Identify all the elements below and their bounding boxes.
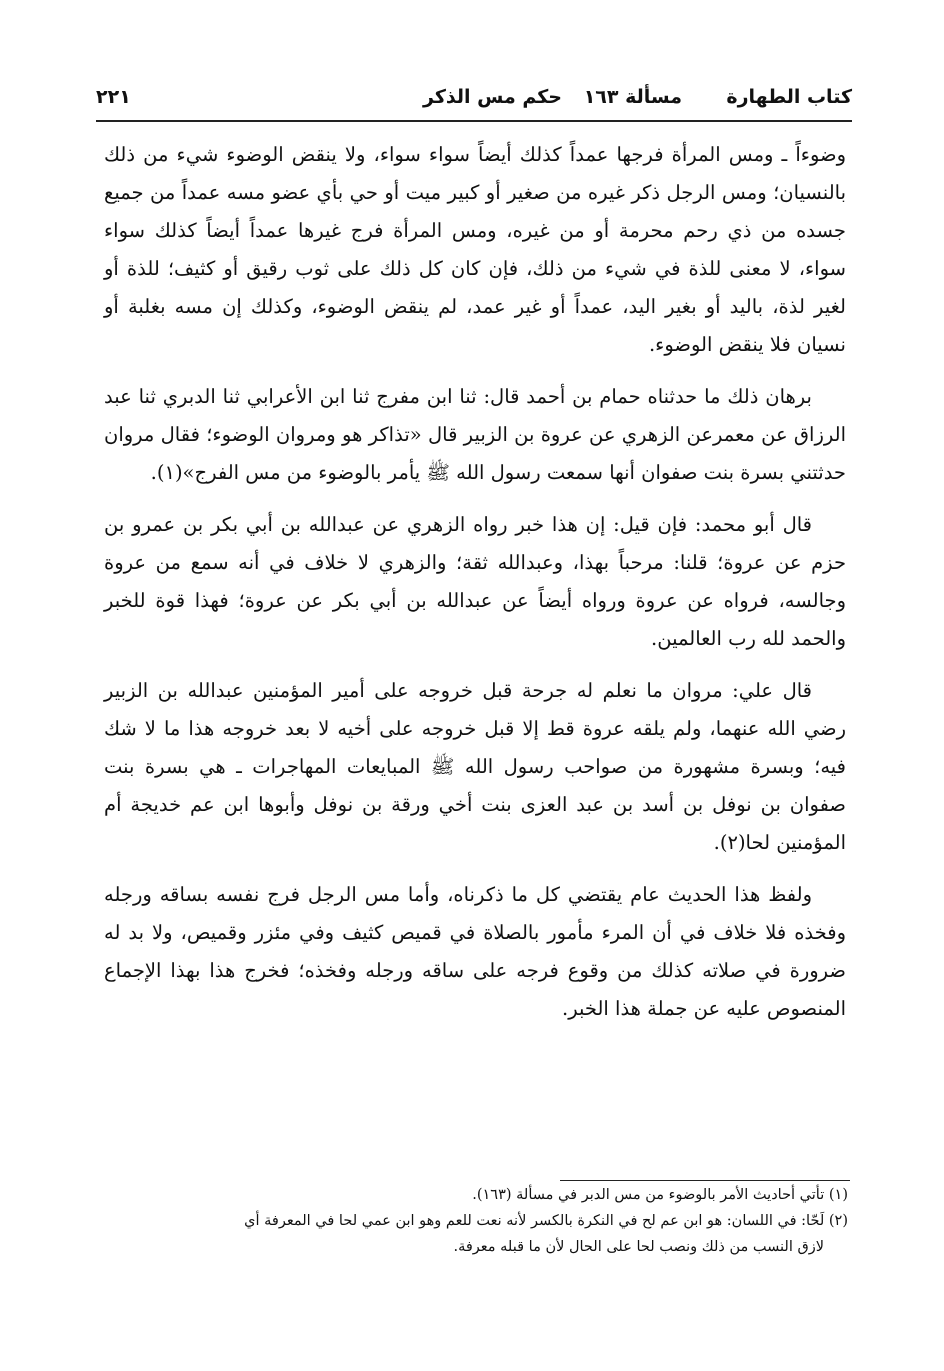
footnote-rule <box>560 1180 850 1181</box>
paragraph-evidence: برهان ذلك ما حدثناه حمام بن أحمد قال: ثنا ابن مفرج ثنا ابن الأعرابي ثنا الدبري ثنا عبد الرزاق عن معمرعن الزهري عن عروة بن الزبير قال «تذاكر هو ومروان الوضوء؛ فقال مروان حدثتني بسرة بنت صفوان أنها سمعت رسول الله ﷺ يأمر بالوضوء من مس الفرج»(١). <box>104 385 846 484</box>
body-text <box>104 136 846 1042</box>
page-number: ٢٢١ <box>96 86 131 108</box>
paragraph-abu-muhammad: قال أبو محمد: فإن قيل: إن هذا خبر رواه الزهري عن عبدالله بن أبي بكر بن عمرو بن حزم عن عروة؛ قلنا: مرحباً بهذا، وعبدالله ثقة؛ والزهري لا خلاف في أنه سمع من عروة وجالسه، فرواه عن عروة ورواه أيضاً عن عبدالله بن أبي بكر عن عروة؛ فهذا قوة للخبر والحمد لله رب العالمين. <box>104 513 846 650</box>
section-topic: حكم مس الذكر <box>423 86 562 108</box>
header-rule <box>96 120 852 122</box>
paragraph-continuation: وضوءاً ـ ومس المرأة فرجها عمداً كذلك أيضاً سواء سواء، ولا ينقض الوضوء شيء من ذلك بالنسيان؛ ومس الرجل ذكر غيره من صغير أو كبير ميت أو حي بأي عضو مسه عمداً من جميع جسده من ذي رحم محرمة أو من غيره، ومس المرأة فرج غيرها عمداً أيضاً كذلك سواء سواء، لا معنى للذة في شيء من ذلك، فإن كان كل ذلك على ثوب رقيق أو كثيف؛ للذة أو لغير لذة، باليد أو بغير اليد، عمداً أو غير عمد، لم ينقض الوضوء، وكذلك إن مسه بغلبة أو نسيان فلا ينقض الوضوء. <box>104 143 846 356</box>
paragraph-ali: قال علي: مروان ما نعلم له جرحة قبل خروجه على أمير المؤمنين عبدالله بن الزبير رضي الله عنهما، ولم يلقه عروة قط إلا قبل خروجه على أخيه لا بعد خروجه هذا ما لا شك فيه؛ وبسرة مشهورة من صواحب رسول الله ﷺ المبايعات المهاجرات ـ هي بسرة بنت صفوان بن نوفل بن أسد بن عبد العزى بنت أخي ورقة بن نوفل وأبوها ابن عم خديجة أم المؤمنين لحا(٢). <box>104 679 846 854</box>
paragraph-hadith-wording: ولفظ هذا الحديث عام يقتضي كل ما ذكرناه، وأما مس الرجل فرج نفسه بساقه ورجله وفخذه فلا خلاف في أن المرء مأمور بالصلاة في قميص كثيف وفي مئزر وقميص، ولا بد له ضرورة في صلاته كذلك من وقوع فرجه على ساقه ورجله وفخذه؛ فخرج هذا بهذا الإجماع المنصوص عليه عن جملة هذا الخبر. <box>104 883 846 1020</box>
footnote-1: (١) تأتي أحاديث الأمر بالوضوء من مس الدبر في مسألة (١٦٣). <box>472 1187 848 1203</box>
footnotes <box>104 1182 848 1260</box>
running-header <box>96 84 852 120</box>
footnote-2: (٢) لَحّا: في اللسان: هو ابن عم لح في النكرة بالكسر لأنه نعت للعم وهو ابن عمي لحا في المعرفة أي <box>244 1213 848 1229</box>
book-title: كتاب الطهارة <box>726 86 852 108</box>
footnote-2-continuation: لازق النسب من ذلك ونصب لحا على الحال لأن ما قبله معرفة. <box>453 1239 824 1255</box>
issue-number: مسألة ١٦٣ <box>583 86 682 108</box>
